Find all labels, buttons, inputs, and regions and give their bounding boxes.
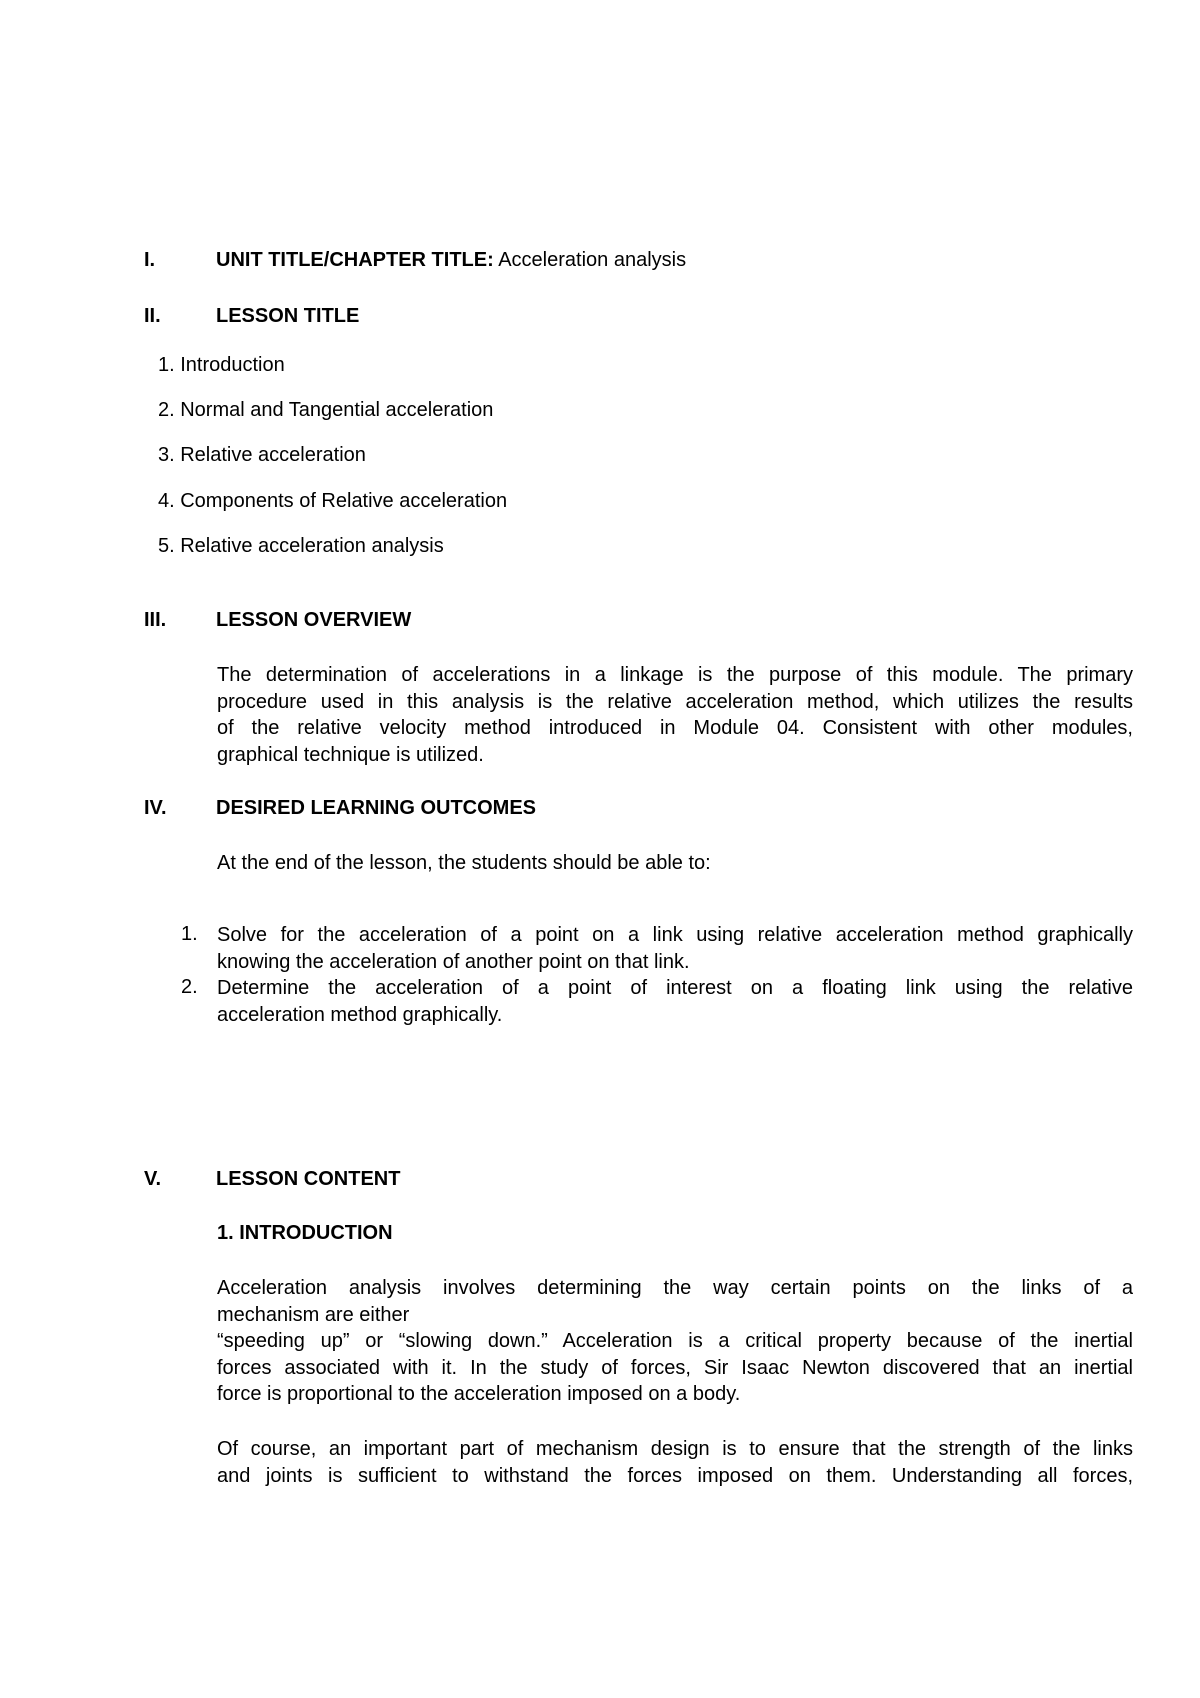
paragraph-line: force is proportional to the acceleration imposed on a body. <box>217 1383 741 1405</box>
section-numeral-outcomes: IV. <box>144 797 167 819</box>
paragraph-line: procedure used in this analysis is the relative acceleration method, which utilizes the results <box>217 690 1133 713</box>
lesson-title-item: 4. Components of Relative acceleration <box>158 490 508 512</box>
outcome-item <box>217 975 1133 1028</box>
learning-outcomes-intro: At the end of the lesson, the students should be able to: <box>217 852 711 874</box>
lesson-title-item: 1. Introduction <box>158 354 285 376</box>
paragraph-line: Of course, an important part of mechanism design is to ensure that the strength of the links <box>217 1438 1133 1460</box>
lesson-overview-heading: LESSON OVERVIEW <box>216 609 412 631</box>
outcome-number: 2. <box>181 976 198 998</box>
section-numeral-lesson-title: II. <box>144 305 161 327</box>
lesson-overview-paragraph <box>217 662 1133 768</box>
paragraph-line: Acceleration analysis involves determining the way certain points on the links of a <box>217 1277 1133 1299</box>
unit-title-label: UNIT TITLE/CHAPTER TITLE: <box>216 249 494 271</box>
learning-outcomes-heading: DESIRED LEARNING OUTCOMES <box>216 797 537 819</box>
paragraph-line: The determination of accelerations in a linkage is the purpose of this module. The primary <box>217 664 1133 686</box>
lesson-title-heading: LESSON TITLE <box>216 305 360 327</box>
outcome-line: Determine the acceleration of a point of interest on a floating link using the relative <box>217 977 1133 999</box>
lesson-title-item: 5. Relative acceleration analysis <box>158 535 444 557</box>
unit-title-heading <box>216 249 686 272</box>
introduction-paragraph <box>217 1275 1133 1408</box>
lesson-content-heading: LESSON CONTENT <box>216 1168 401 1190</box>
outcome-line: Solve for the acceleration of a point on a link using relative acceleration method graphically <box>217 924 1133 946</box>
outcome-number: 1. <box>181 923 198 945</box>
outcome-line: acceleration method graphically. <box>217 1003 503 1026</box>
mechanism-design-paragraph <box>217 1436 1133 1489</box>
paragraph-line: “speeding up” or “slowing down.” Acceleration is a critical property because of the inertial <box>217 1330 1133 1352</box>
section-numeral-overview: III. <box>144 609 167 631</box>
paragraph-line: forces associated with it. In the study of forces, Sir Isaac Newton discovered that an inertial <box>217 1356 1133 1379</box>
outcome-item <box>217 922 1133 975</box>
paragraph-line: graphical technique is utilized. <box>217 743 484 766</box>
lesson-title-item: 3. Relative acceleration <box>158 444 366 466</box>
section-numeral-content: V. <box>144 1168 162 1190</box>
section-numeral-unit: I. <box>144 249 156 271</box>
paragraph-line: of the relative velocity method introduced in Module 04. Consistent with other modules, <box>217 717 1133 739</box>
lesson-title-item: 2. Normal and Tangential acceleration <box>158 399 494 421</box>
outcome-line: knowing the acceleration of another point on that link. <box>217 950 690 973</box>
introduction-subheading: 1. INTRODUCTION <box>217 1222 393 1244</box>
unit-title-value: Acceleration analysis <box>493 249 687 271</box>
paragraph-line: and joints is sufficient to withstand the forces imposed on them. Understanding all forces, <box>217 1464 1133 1487</box>
paragraph-line: mechanism are either <box>217 1303 410 1326</box>
